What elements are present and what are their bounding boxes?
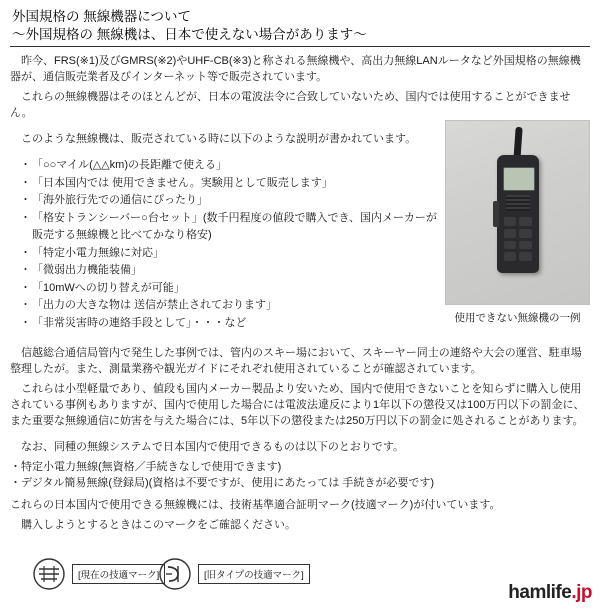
giteki-mark-current-item bbox=[32, 557, 165, 591]
bullet-dot-icon: ・ bbox=[20, 264, 31, 276]
list-item bbox=[10, 175, 440, 193]
lower-paragraph-4: これらの日本国内で使用できる無線機には、技術基準適合証明マーク(技適マーク)が付いています。 bbox=[10, 499, 501, 511]
lower-paragraph-3: なお、同種の無線システムで日本国内で使用できるものは以下のとおりです。 bbox=[21, 441, 405, 453]
page-title-line1: 外国規格の 無線機器について bbox=[12, 9, 191, 24]
lower-section bbox=[10, 345, 590, 537]
list-item bbox=[10, 297, 440, 315]
claim-text: 「非常災害時の連絡手段として」・・・など bbox=[32, 316, 247, 329]
claim-text: 「特定小電力無線に対応」 bbox=[32, 246, 164, 259]
bullet-dot-icon: ・ bbox=[20, 299, 31, 311]
title-divider bbox=[10, 46, 590, 47]
giteki-mark-old-label: [旧タイプの技適マーク] bbox=[198, 564, 310, 584]
list-item bbox=[10, 280, 440, 298]
intro-paragraph-2: これらの無線機器はそのほとんどが、日本の電波法令に合致していないため、国内では使用することができません。 bbox=[10, 91, 571, 119]
giteki-mark-current-label: [現在の技適マーク] bbox=[72, 564, 165, 584]
giteki-mark-old-icon bbox=[158, 557, 192, 591]
handheld-radio-illustration bbox=[497, 155, 539, 273]
claim-text: 「10mWへの切り替えが可能」 bbox=[32, 281, 185, 294]
keypad-icon bbox=[504, 217, 532, 261]
watermark-name: hamlife bbox=[508, 582, 572, 603]
list-item: ・デジタル簡易無線(登録局)(資格は不要ですが、使用にあたっては 手続きが必要です) bbox=[10, 477, 435, 489]
claim-text: 「出力の大きな物は 送信が禁止されております」 bbox=[32, 299, 278, 311]
claim-text: 「日本国内では 使用できません。実験用として販売します」 bbox=[32, 176, 333, 189]
radio-photo-figure bbox=[445, 120, 590, 325]
ptt-button-icon bbox=[493, 201, 499, 227]
list-item bbox=[10, 192, 440, 210]
bullet-dot-icon: ・ bbox=[20, 246, 31, 259]
giteki-mark-current-icon bbox=[32, 557, 66, 591]
bullet-dot-icon: ・ bbox=[20, 176, 31, 189]
list-item bbox=[10, 315, 440, 333]
page-title bbox=[12, 8, 590, 44]
claim-text: 「海外旅行先での通信にぴったり」 bbox=[32, 194, 208, 206]
bullet-dot-icon: ・ bbox=[20, 194, 31, 206]
list-item bbox=[10, 245, 440, 263]
lower-paragraph-5: 購入しようとするときはこのマークをご確認ください。 bbox=[21, 519, 296, 531]
radio-photo bbox=[445, 120, 590, 305]
claim-text: 「格安トランシーバー○台セット」(数千円程度の値段で購入でき、国内メーカーが販売する無線機と比べてかなり格安) bbox=[32, 211, 437, 241]
list-item: ・特定小電力無線(無資格／手続きなしで使用できます) bbox=[10, 461, 282, 473]
giteki-marks-row bbox=[10, 553, 590, 603]
bullet-dot-icon: ・ bbox=[20, 211, 31, 224]
list-item bbox=[10, 157, 440, 175]
lcd-screen-icon bbox=[503, 167, 535, 191]
claim-text: 「○○マイル(△△km)の長距離で使える」 bbox=[32, 159, 227, 171]
watermark-tld: .jp bbox=[571, 582, 592, 603]
giteki-mark-old-item bbox=[158, 557, 310, 591]
claim-text: 「微弱出力機能装備」 bbox=[32, 264, 142, 276]
lower-paragraph-2: これらは小型軽量であり、値段も国内メーカー製品より安いため、国内で使用できないことを知らずに購入し使用されている事例もありますが、国内で使用した場合には電波法違反により1年以下の懲役又は100万円以下の罰金に、また重要な無線通信に妨害を与えた場合には、5年以下の懲役または250万円以下の罰金に処されることがあります。 bbox=[10, 383, 585, 427]
speaker-grille-icon bbox=[506, 195, 530, 211]
list-item bbox=[10, 262, 440, 280]
bullet-dot-icon: ・ bbox=[20, 159, 31, 171]
intro-paragraph-1: 昨今、FRS(※1)及びGMRS(※2)やUHF-CB(※3)と称される無線機や、高出力無線LANルータなど外国規格の無線機器が、通信販売業者及びインターネット等で販売されています。 bbox=[10, 55, 581, 83]
watermark bbox=[508, 582, 592, 604]
list-item bbox=[10, 210, 440, 245]
page-title-line2: ～外国規格の 無線機は、日本で使えない場合があります～ bbox=[12, 27, 367, 42]
bullet-dot-icon: ・ bbox=[20, 281, 31, 294]
allowed-systems-list bbox=[10, 459, 590, 491]
lower-paragraph-1: 信越総合通信局管内で発生した事例では、管内のスキー場において、スキーヤー同士の連絡や大会の運営、駐車場整理したが。また、測量業務や観光ガイドにそれぞれ使用されていることが確認されています。 bbox=[10, 347, 582, 375]
claims-list bbox=[10, 157, 440, 332]
intro-paragraph-3: このような無線機は、販売されている時に以下のような説明が書かれています。 bbox=[21, 133, 417, 145]
photo-caption: 使用できない無線機の一例 bbox=[454, 312, 581, 324]
bullet-dot-icon: ・ bbox=[20, 316, 31, 329]
